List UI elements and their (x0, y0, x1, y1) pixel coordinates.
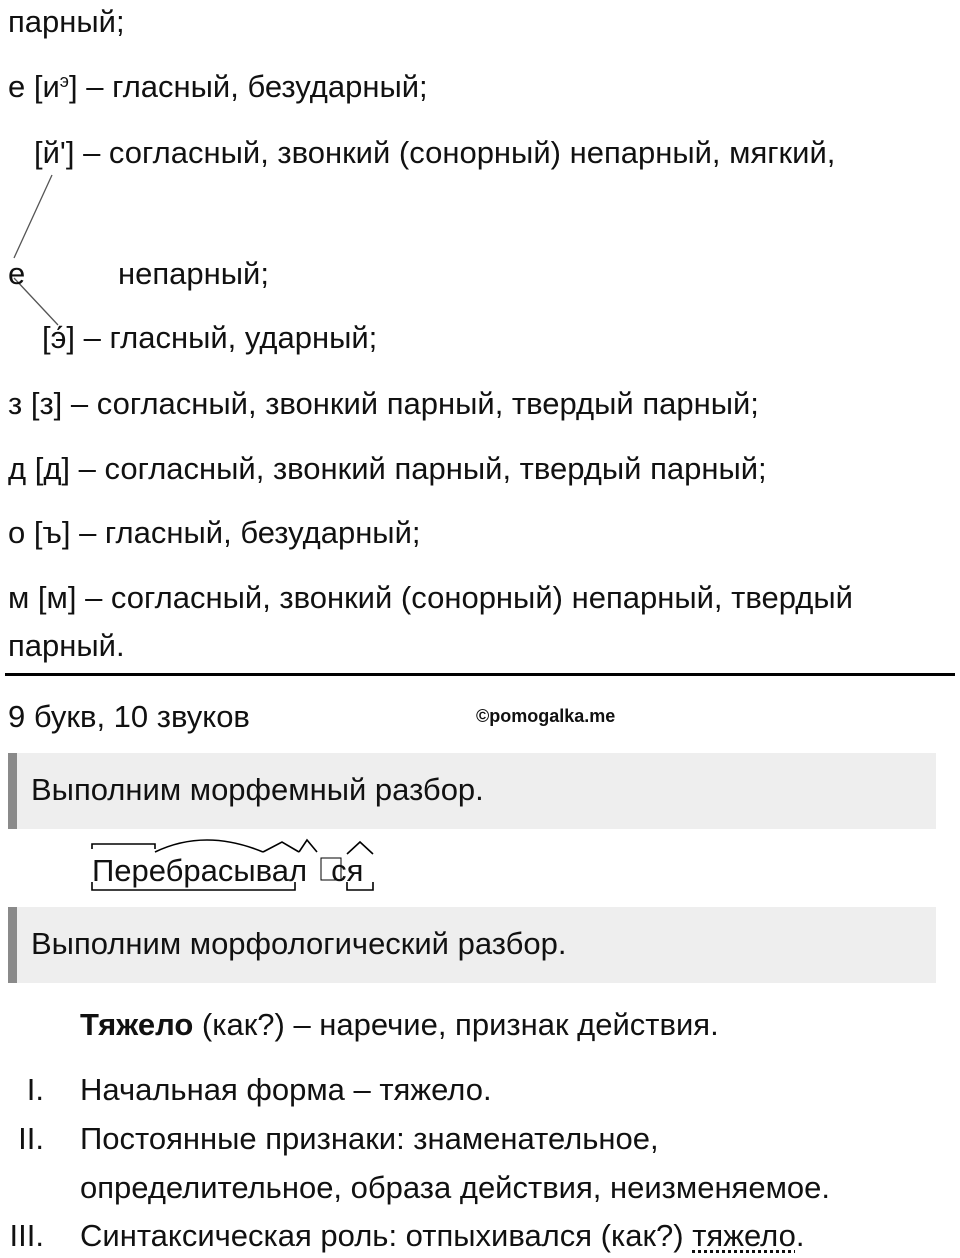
suffix-caret-l (299, 840, 317, 852)
phonetic-line-8: о [ъ] – гласный, безударный; (8, 515, 421, 550)
suffix-caret-yva (263, 842, 299, 852)
phonetic-line-2-rest: ] – гласный, безударный; (68, 69, 428, 104)
morphology-section-header (8, 907, 936, 983)
phonetic-line-1: парный; (8, 4, 125, 39)
phonetic-line-3: [й'] – согласный, звонкий (сонорный) непарный, мягкий, (34, 135, 836, 170)
item-1-number: I. (26, 1072, 44, 1107)
phonetic-line-6: з [з] – согласный, звонкий парный, твердый парный; (8, 386, 759, 421)
phonetic-line-7: д [д] – согласный, звонкий парный, твердый парный; (8, 451, 767, 486)
phonetic-line-2 (8, 68, 428, 106)
morphology-word: Тяжело (80, 1007, 194, 1042)
morpheme-word (92, 852, 363, 890)
root-arc (155, 840, 263, 852)
morpheme-postfix: ся (331, 853, 364, 888)
phonetic-line-5: [э́] – гласный, ударный; (42, 320, 378, 355)
item-2-text-cont: определительное, образа действия, неизменяемое. (80, 1170, 830, 1205)
sound-split-lines (0, 160, 80, 330)
item-3-text-main: Синтаксическая роль: отпыхивался (как?) (80, 1218, 693, 1253)
morpheme-suffix-l: л (289, 853, 308, 888)
phonetic-line-2-sup: э (59, 71, 69, 91)
item-2-text: Постоянные признаки: знаменательное, (80, 1121, 659, 1156)
morpheme-stem: Перебрасыва (92, 853, 290, 888)
section-divider (5, 673, 955, 676)
item-3-number: III. (9, 1218, 44, 1253)
syntax-end: . (795, 1218, 805, 1253)
prefix-bracket (92, 844, 155, 849)
item-3-text (80, 1217, 804, 1255)
phonetic-line-10: парный. (8, 628, 125, 663)
syntax-word: тяжело (692, 1218, 796, 1253)
phonetic-line-4-rest: непарный; (118, 256, 269, 291)
copyright-watermark: ©pomogalka.me (476, 706, 616, 726)
phonetic-line-2-letter: е [и (8, 69, 60, 104)
morphology-intro (80, 1006, 719, 1044)
phonetic-line-9: м [м] – согласный, звонкий (сонорный) непарный, твердый (8, 580, 853, 615)
morphology-intro-rest: (как?) – наречие, признак действия. (193, 1007, 719, 1042)
morpheme-section-title: Выполним морфемный разбор. (31, 772, 484, 807)
letters-sounds-summary: 9 букв, 10 звуков (8, 699, 250, 734)
morphology-section-title: Выполним морфологический разбор. (31, 926, 567, 961)
item-1-text: Начальная форма – тяжело. (80, 1072, 492, 1107)
phonetic-line-4-letter: е (8, 256, 26, 291)
item-2-number: II. (18, 1121, 44, 1156)
split-line-upper (14, 175, 52, 258)
morpheme-section-header (8, 753, 936, 829)
